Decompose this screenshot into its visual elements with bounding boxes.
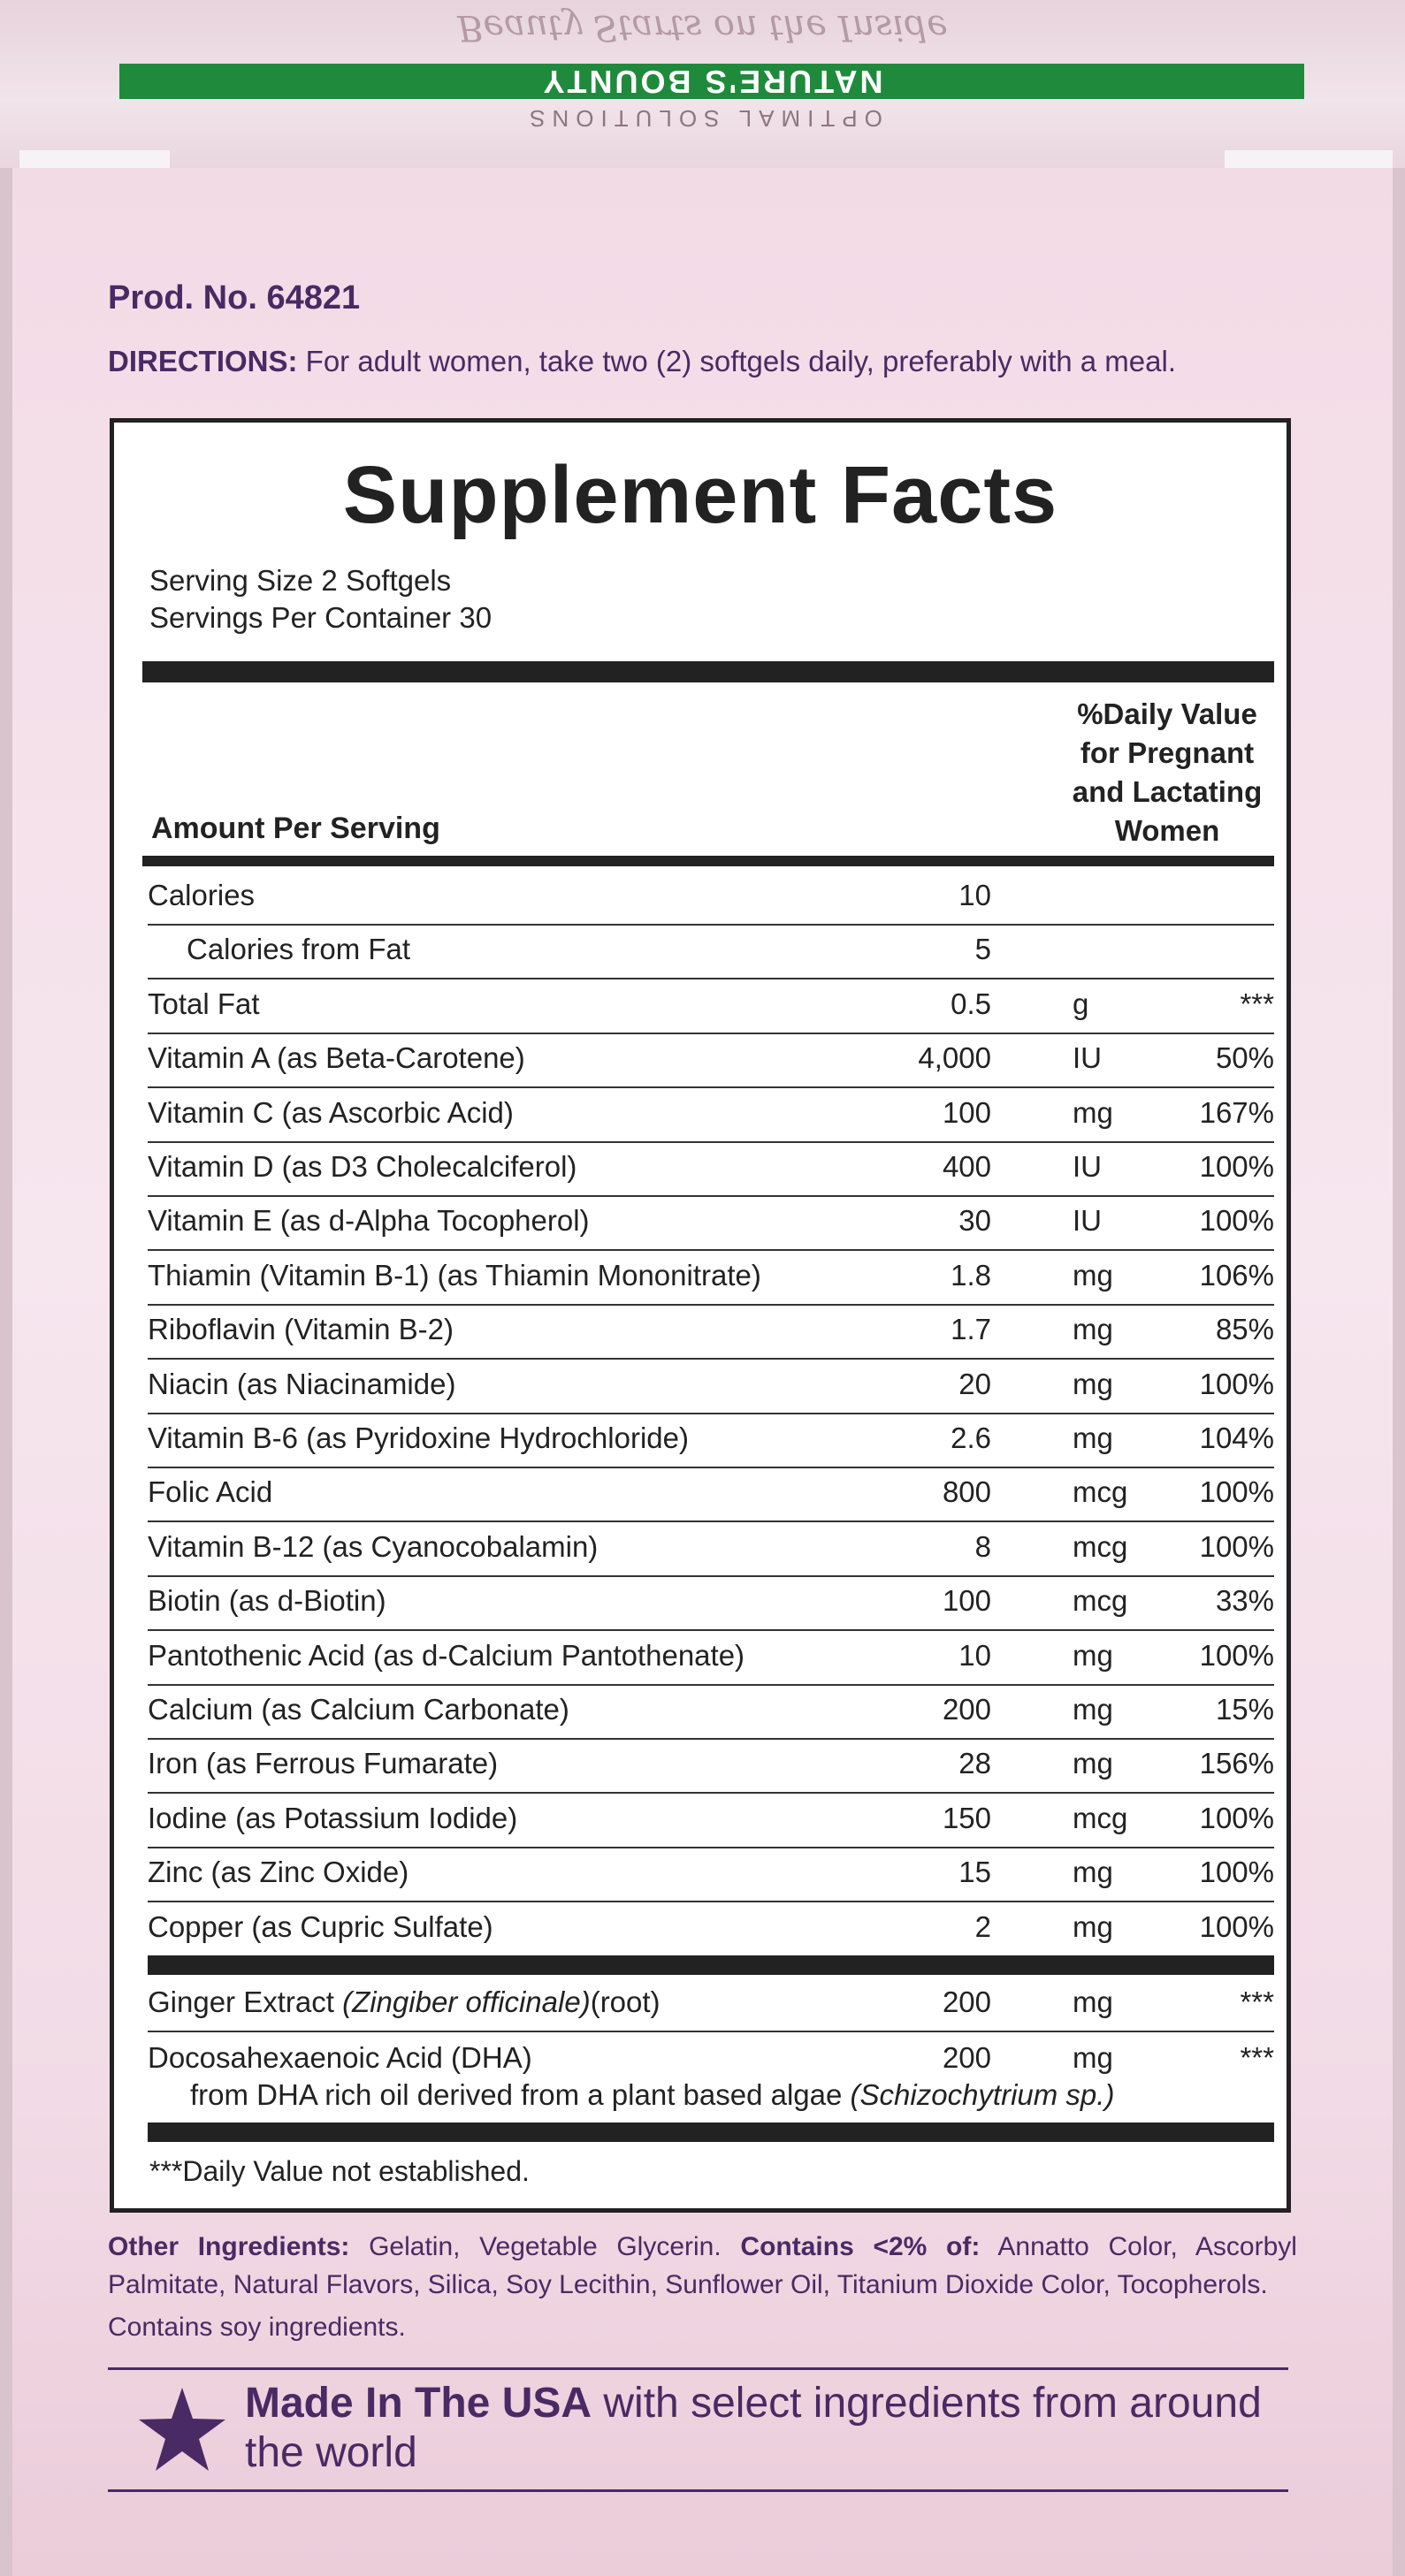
nutrient-amount: 0.5 <box>951 987 991 1020</box>
directions-label: DIRECTIONS: <box>108 345 298 377</box>
package-lid <box>0 0 1405 168</box>
nutrient-dv: 104% <box>1199 1421 1274 1454</box>
nutrient-name: Vitamin B-12 (as Cyanocobalamin) <box>148 1529 599 1563</box>
nutrient-name: Docosahexaenoic Acid (DHA) <box>148 2041 532 2074</box>
dv-header-line: %Daily Value <box>1077 697 1257 730</box>
serving-size: Serving Size 2 Softgels <box>149 564 452 597</box>
nutrient-amount: 1.7 <box>951 1313 991 1346</box>
dv-header-line: Women <box>1114 814 1220 847</box>
nutrient-dv: 100% <box>1199 1856 1274 1889</box>
nutrient-dv: 106% <box>1199 1258 1274 1292</box>
nutrient-unit: mg <box>1073 1909 1113 1943</box>
nutrient-amount: 15 <box>958 1856 991 1889</box>
star-icon <box>134 2388 230 2473</box>
nutrient-amount: 2 <box>974 1909 991 1943</box>
tagline: Beauty Starts on the Inside <box>457 7 948 48</box>
nutrient-unit: mg <box>1073 1095 1113 1129</box>
ginger-part: (root) <box>590 1985 661 2018</box>
dha-source <box>190 2078 1114 2112</box>
subbrand: OPTIMAL SOLUTIONS <box>523 105 882 132</box>
nutrient-name: Iron (as Ferrous Fumarate) <box>148 1747 499 1780</box>
nutrient-row <box>148 1521 1274 1577</box>
supplement-facts-panel <box>110 418 1291 2213</box>
nutrient-row <box>148 1467 1274 1522</box>
nutrient-amount: 4,000 <box>918 1041 991 1075</box>
nutrient-amount: 200 <box>942 1693 991 1726</box>
nutrient-name: Vitamin E (as d-Alpha Tocopherol) <box>148 1204 590 1238</box>
nutrient-dv: 33% <box>1215 1584 1274 1618</box>
nutrient-amount: 8 <box>974 1529 991 1563</box>
soy-notice: Contains soy ingredients. <box>108 2313 406 2342</box>
brand-logo: NATURE'S BOUNTY <box>119 64 1304 99</box>
nutrient-row <box>148 1738 1274 1794</box>
ginger-name: Ginger Extract <box>148 1985 343 2018</box>
dha-source-text: from DHA rich oil derived from a plant based algae <box>190 2078 851 2111</box>
nutrient-row <box>148 1902 1274 1955</box>
nutrient-row <box>148 979 1274 1034</box>
nutrient-unit: IU <box>1073 1204 1102 1238</box>
nutrient-row <box>148 1630 1274 1686</box>
nutrient-name: Total Fat <box>148 987 260 1020</box>
nutrient-row <box>148 1575 1274 1631</box>
other-ingredients <box>108 2228 1297 2304</box>
nutrient-row <box>148 1359 1274 1414</box>
nutrient-row <box>148 1141 1274 1197</box>
nutrient-dv: 100% <box>1199 1801 1274 1834</box>
amount-per-serving-header: Amount Per Serving <box>151 812 440 845</box>
nutrient-dv: 167% <box>1199 1095 1274 1129</box>
nutrient-unit: mcg <box>1073 1529 1128 1563</box>
nutrient-name: Vitamin C (as Ascorbic Acid) <box>148 1095 514 1129</box>
nutrient-row-ginger <box>148 1977 1274 2032</box>
nutrient-row <box>148 1087 1274 1143</box>
nutrient-unit: IU <box>1073 1150 1102 1183</box>
nutrient-dv: 100% <box>1199 1367 1274 1400</box>
nutrient-unit: mg <box>1073 1638 1113 1672</box>
nutrient-unit: mcg <box>1073 1475 1128 1509</box>
dha-source-latin: (Schizochytrium sp.) <box>850 2078 1115 2111</box>
nutrient-unit: mg <box>1073 1693 1113 1726</box>
nutrient-name: Folic Acid <box>148 1475 273 1509</box>
nutrient-unit: mg <box>1073 1313 1113 1346</box>
nutrient-dv: 15% <box>1215 1693 1274 1726</box>
nutrient-dv: 85% <box>1215 1313 1274 1346</box>
nutrient-dv: 100% <box>1199 1204 1274 1238</box>
nutrient-unit: mg <box>1073 1421 1113 1454</box>
made-in-usa-bold: Made In The USA <box>245 2380 592 2427</box>
nutrient-dv: 100% <box>1199 1150 1274 1183</box>
footnote: ***Daily Value not established. <box>149 2155 530 2187</box>
nutrient-name: Riboflavin (Vitamin B-2) <box>148 1313 454 1346</box>
lid-tab-right <box>1225 150 1393 170</box>
nutrient-unit: mcg <box>1073 1584 1128 1618</box>
facts-title: Supplement Facts <box>342 450 1058 540</box>
nutrient-name: Iodine (as Potassium Iodide) <box>148 1801 518 1834</box>
other-ingredients-text: Gelatin, Vegetable Glycerin. <box>369 2232 722 2261</box>
nutrient-unit: mg <box>1073 1985 1113 2018</box>
nutrient-name: Thiamin (Vitamin B-1) (as Thiamin Mononitrate) <box>148 1258 761 1292</box>
nutrient-dv: *** <box>1240 987 1274 1020</box>
nutrient-row <box>148 1793 1274 1848</box>
nutrient-name: Vitamin D (as D3 Cholecalciferol) <box>148 1150 577 1183</box>
nutrient-name: Calories from Fat <box>187 933 411 966</box>
nutrient-dv: 156% <box>1199 1747 1274 1780</box>
nutrient-amount: 5 <box>974 933 991 966</box>
nutrient-dv: 50% <box>1215 1041 1274 1075</box>
nutrient-name: Niacin (as Niacinamide) <box>148 1367 456 1400</box>
dv-header <box>1057 695 1278 850</box>
servings-per-container: Servings Per Container 30 <box>149 601 493 634</box>
nutrient-row <box>148 924 1274 979</box>
nutrient-amount: 30 <box>958 1204 991 1238</box>
nutrient-amount: 400 <box>942 1150 991 1183</box>
nutrient-name: Biotin (as d-Biotin) <box>148 1584 386 1618</box>
nutrient-amount: 2.6 <box>951 1421 991 1454</box>
nutrient-amount: 150 <box>942 1801 991 1834</box>
made-in-usa-text <box>245 2379 1284 2478</box>
nutrient-unit: mg <box>1073 1367 1113 1400</box>
product-number: Prod. No. 64821 <box>108 279 361 316</box>
nutrient-row <box>148 1304 1274 1360</box>
nutrient-row <box>148 1684 1274 1740</box>
lid-tab-left <box>19 150 170 170</box>
nutrient-amount: 200 <box>942 2041 991 2074</box>
nutrient-unit: g <box>1073 987 1089 1020</box>
nutrient-amount: 1.8 <box>951 1258 991 1292</box>
nutrient-name: Calories <box>148 879 256 911</box>
thick-divider <box>148 1955 1274 1975</box>
nutrient-row <box>148 1847 1274 1902</box>
contains-label: Contains <2% of: <box>740 2232 981 2261</box>
nutrient-amount: 800 <box>942 1475 991 1509</box>
thick-divider <box>142 661 1274 682</box>
nutrient-name: Vitamin A (as Beta-Carotene) <box>148 1041 525 1075</box>
nutrient-unit: mg <box>1073 1258 1113 1292</box>
nutrient-dv: 100% <box>1199 1638 1274 1672</box>
nutrient-unit: mg <box>1073 2041 1113 2074</box>
nutrient-amount: 100 <box>942 1584 991 1618</box>
nutrient-name: Copper (as Cupric Sulfate) <box>148 1909 493 1943</box>
ginger-latin-name: (Zingiber officinale) <box>342 1985 591 2018</box>
nutrient-name: Calcium (as Calcium Carbonate) <box>148 1693 569 1726</box>
nutrient-amount: 100 <box>942 1095 991 1129</box>
nutrient-row <box>148 870 1274 926</box>
other-ingredients-label: Other Ingredients: <box>108 2232 350 2261</box>
nutrient-row <box>148 1413 1274 1468</box>
nutrient-amount: 28 <box>958 1747 991 1780</box>
made-in-usa-banner <box>108 2367 1288 2492</box>
nutrient-dv: 100% <box>1199 1909 1274 1943</box>
nutrient-name: Vitamin B-6 (as Pyridoxine Hydrochloride) <box>148 1421 689 1454</box>
nutrient-unit: IU <box>1073 1041 1102 1075</box>
nutrient-row <box>148 1250 1274 1306</box>
nutrient-row <box>148 1033 1274 1088</box>
made-in-usa-rest: with select ingredients from around the world <box>245 2380 1262 2476</box>
nutrient-amount: 20 <box>958 1367 991 1400</box>
directions-text: For adult women, take two (2) softgels daily, preferably with a meal. <box>305 345 1176 377</box>
directions <box>108 345 1176 378</box>
thick-divider <box>148 2123 1274 2142</box>
dv-header-line: for Pregnant <box>1080 736 1255 769</box>
nutrient-dv: *** <box>1240 1985 1274 2018</box>
nutrient-row-dha <box>148 2032 1274 2111</box>
nutrient-row <box>148 1195 1274 1251</box>
nutrient-name: Zinc (as Zinc Oxide) <box>148 1856 409 1889</box>
nutrient-amount: 10 <box>958 879 991 911</box>
nutrient-name <box>148 1985 661 2019</box>
nutrient-name: Pantothenic Acid (as d-Calcium Pantothenate) <box>148 1638 745 1672</box>
nutrient-amount: 10 <box>958 1638 991 1672</box>
nutrient-unit: mcg <box>1073 1801 1128 1834</box>
dv-header-line: and Lactating <box>1072 775 1263 808</box>
nutrient-amount: 200 <box>942 1985 991 2018</box>
contains-text: Annatto Color, Ascorbyl Palmitate, Natural Flavors, Silica, Soy Lecithin, Sunflower Oil, Titanium Dioxide Color, Tocopherols. <box>108 2232 1297 2299</box>
nutrient-dv: *** <box>1240 2041 1274 2074</box>
nutrient-dv: 100% <box>1199 1529 1274 1563</box>
nutrient-unit: mg <box>1073 1856 1113 1889</box>
nutrient-unit: mg <box>1073 1747 1113 1780</box>
thick-divider <box>142 856 1274 866</box>
nutrient-dv: 100% <box>1199 1475 1274 1509</box>
